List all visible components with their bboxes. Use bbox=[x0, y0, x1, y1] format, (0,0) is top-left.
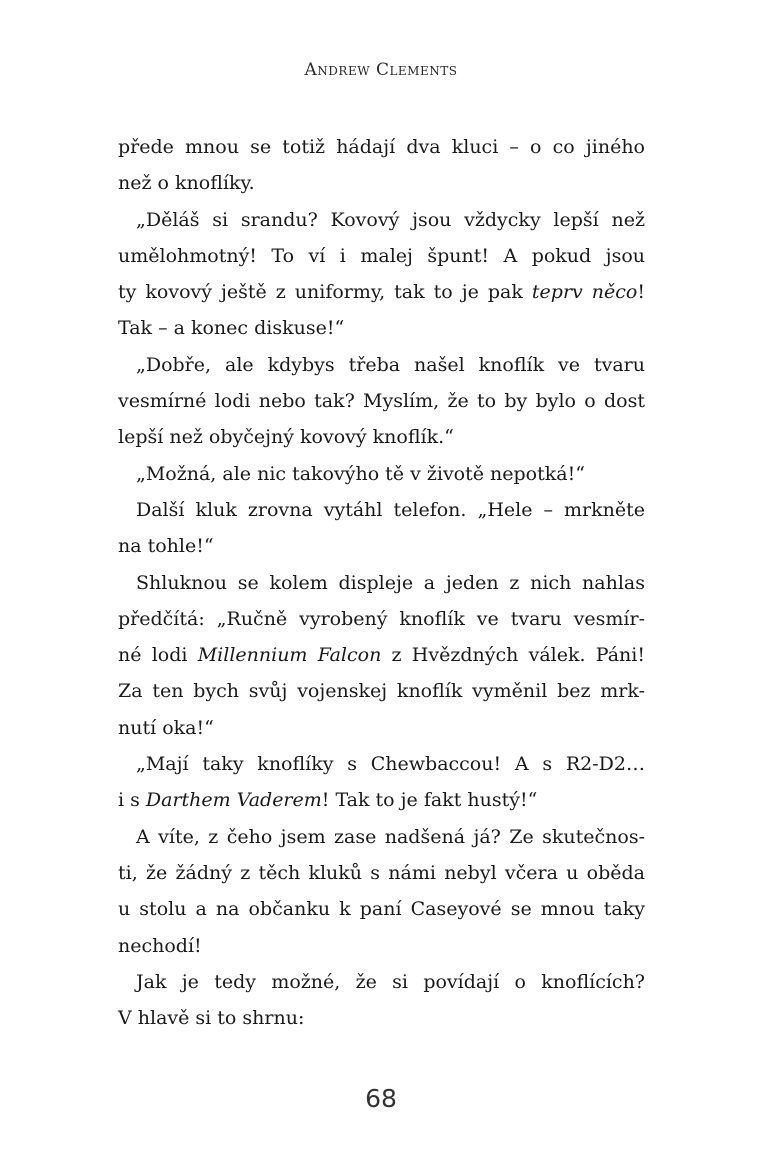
text-line bbox=[118, 746, 645, 782]
text-run: na tohle!“ bbox=[118, 535, 214, 558]
text-line bbox=[118, 202, 645, 238]
text-line bbox=[118, 565, 645, 601]
text-line bbox=[118, 601, 645, 637]
page-number: 68 bbox=[365, 1084, 397, 1113]
text-line bbox=[118, 383, 645, 419]
text-line bbox=[118, 928, 645, 964]
text-run: než o knoflíky. bbox=[118, 172, 255, 195]
text-line bbox=[118, 637, 645, 673]
text-run: i s bbox=[118, 789, 146, 812]
text-run: předčítá: „Ručně vyrobený knoflík ve tvaru vesmír- bbox=[118, 607, 645, 630]
text-line bbox=[118, 456, 645, 492]
text-line bbox=[118, 964, 645, 1000]
text-line bbox=[118, 819, 645, 855]
text-line bbox=[118, 891, 645, 927]
italic-run: Darthem Vaderem bbox=[145, 789, 322, 812]
text-run: „Děláš si srandu? Kovový jsou vždycky lepší než bbox=[136, 208, 645, 231]
text-line bbox=[118, 673, 645, 709]
text-run: přede mnou se totiž hádají dva kluci – o co jiného bbox=[118, 136, 645, 158]
text-run: ti, že žádný z těch kluků s námi nebyl včera u oběda bbox=[118, 861, 645, 884]
text-line bbox=[118, 855, 645, 891]
text-line bbox=[118, 492, 645, 528]
text-run: Za ten bych svůj vojenskej knoflík vyměnil bez mrk- bbox=[118, 680, 645, 703]
text-line bbox=[118, 710, 645, 746]
text-run: ! Tak to je fakt hustý!“ bbox=[321, 789, 538, 812]
text-run: né lodi bbox=[118, 644, 198, 667]
text-line bbox=[118, 347, 645, 383]
text-line bbox=[118, 165, 645, 201]
text-run: nutí oka!“ bbox=[118, 716, 214, 739]
text-run: lepší než obyčejný kovový knoflík.“ bbox=[118, 426, 454, 449]
text-run: u stolu a na občanku k paní Caseyové se mnou taky bbox=[118, 898, 645, 921]
text-run: V hlavě si to shrnu: bbox=[118, 1007, 305, 1030]
text-line bbox=[118, 419, 645, 455]
text-line bbox=[118, 1000, 645, 1036]
text-run: umělohmotný! To ví i malej špunt! A pokud jsou bbox=[118, 244, 645, 267]
text-line bbox=[118, 528, 645, 564]
text-line bbox=[118, 238, 645, 274]
text-run: z Hvězdných válek. Páni! bbox=[381, 644, 645, 667]
text-run: „Dobře, ale kdybys třeba našel knoflík ve tvaru bbox=[136, 353, 645, 376]
text-line bbox=[118, 782, 645, 818]
italic-run: teprv něco bbox=[531, 281, 638, 304]
text-line bbox=[118, 310, 645, 346]
text-run: „Mají taky knoflíky s Chewbaccou! A s R2-D2… bbox=[136, 753, 645, 776]
text-line bbox=[118, 274, 645, 310]
text-run: Tak – a konec diskuse!“ bbox=[118, 317, 345, 340]
text-run: vesmírné lodi nebo tak? Myslím, že to by bylo o dost bbox=[118, 390, 645, 413]
text-run: ty kovový ještě z uniformy, tak to je pak bbox=[118, 281, 532, 304]
body-text bbox=[118, 129, 645, 1036]
text-run: „Možná, ale nic takovýho tě v životě nepotká!“ bbox=[136, 462, 585, 485]
text-run: A víte, z čeho jsem zase nadšená já? Ze skutečnos- bbox=[136, 825, 645, 848]
text-line bbox=[118, 129, 645, 165]
text-run: Další kluk zrovna vytáhl telefon. „Hele – mrkněte bbox=[136, 498, 645, 521]
text-run: Jak je tedy možné, že si povídají o knoflících? bbox=[136, 970, 645, 993]
text-run: nechodí! bbox=[118, 934, 202, 957]
text-run: ! bbox=[637, 281, 645, 304]
italic-run: Millennium Falcon bbox=[197, 644, 382, 667]
running-head: Andrew Clements bbox=[304, 60, 458, 80]
text-run: Shluknou se kolem displeje a jeden z nich nahlas bbox=[136, 571, 645, 594]
